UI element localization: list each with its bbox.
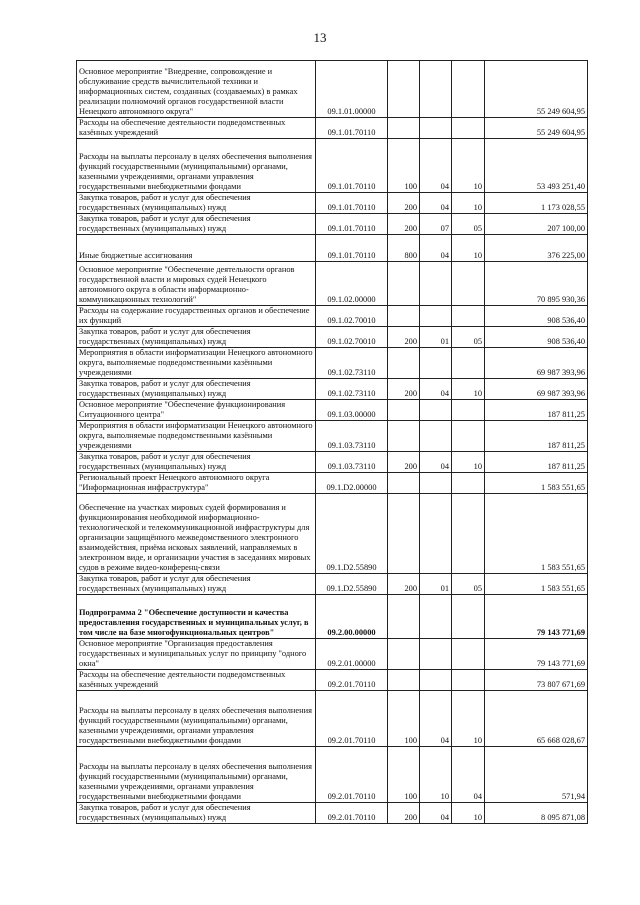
table-row <box>77 803 588 824</box>
page-number: 13 <box>313 30 327 45</box>
expense-name-cell: Расходы на обеспечение деятельности подведомственных казённых учреждений <box>77 670 316 691</box>
section-cell: 07 <box>420 214 452 235</box>
section-cell: 04 <box>420 193 452 214</box>
section-cell <box>420 494 452 574</box>
expense-name-cell: Подпрограмма 2 "Обеспечение доступности и качества предоставления государственных и муниципальных услуг, в том числе на базе многофункциональных центров" <box>77 595 316 639</box>
table-row <box>77 348 588 379</box>
subsection-cell <box>452 262 485 306</box>
expense-type-cell <box>388 118 420 139</box>
table-row <box>77 400 588 421</box>
expense-type-cell <box>388 595 420 639</box>
subsection-cell <box>452 400 485 421</box>
amount-cell: 69 987 393,96 <box>485 348 588 379</box>
expense-name-cell: Обеспечение на участках мировых судей формирования и функционирования необходимой информационно-технологической и телекоммуникационной инфраструктуры для организации защищённого межведомственного электронного взаимодействия, приёма исковых заявлений, направляемых в электронном виде, и организации участия в заседаниях мировых судов в режиме видео-конференц-связи <box>77 494 316 574</box>
amount-cell: 908 536,40 <box>485 306 588 327</box>
expense-name-cell: Расходы на выплаты персоналу в целях обеспечения выполнения функций государственными (муниципальными) органами, казенными учреждениями, органами управления государственными внебюджетными фондами <box>77 747 316 803</box>
section-cell: 01 <box>420 574 452 595</box>
target-code-cell: 09.2.01.70110 <box>316 670 388 691</box>
table-row <box>77 747 588 803</box>
table-row <box>77 327 588 348</box>
target-code-cell: 09.1.01.70110 <box>316 139 388 193</box>
expense-type-cell <box>388 421 420 452</box>
expense-type-cell <box>388 473 420 494</box>
expense-name-cell: Закупка товаров, работ и услуг для обеспечения государственных (муниципальных) нужд <box>77 379 316 400</box>
amount-cell: 70 895 930,36 <box>485 262 588 306</box>
table-row <box>77 139 588 193</box>
expense-name-cell: Основное мероприятие "Обеспечение деятельности органов государственной власти и мировых судей Ненецкого автономного округа в области информационно-коммуникационных технологий" <box>77 262 316 306</box>
expense-type-cell <box>388 262 420 306</box>
expense-name-cell: Основное мероприятие "Организация предоставления государственных и муниципальных услуг по принципу "одного окна" <box>77 639 316 670</box>
amount-cell: 69 987 393,96 <box>485 379 588 400</box>
amount-cell: 79 143 771,69 <box>485 595 588 639</box>
subsection-cell: 10 <box>452 193 485 214</box>
expense-type-cell: 200 <box>388 379 420 400</box>
target-code-cell: 09.1.01.70110 <box>316 214 388 235</box>
expense-type-cell: 200 <box>388 803 420 824</box>
expense-type-cell: 100 <box>388 691 420 747</box>
expense-type-cell <box>388 494 420 574</box>
subsection-cell: 10 <box>452 691 485 747</box>
subsection-cell <box>452 595 485 639</box>
expense-name-cell: Расходы на выплаты персоналу в целях обеспечения выполнения функций государственными (муниципальными) органами, казенными учреждениями, органами управления государственными внебюджетными фондами <box>77 691 316 747</box>
table-row <box>77 379 588 400</box>
target-code-cell: 09.1.02.73110 <box>316 348 388 379</box>
expense-type-cell <box>388 61 420 118</box>
expense-name-cell: Расходы на обеспечение деятельности подведомственных казённых учреждений <box>77 118 316 139</box>
expense-type-cell <box>388 670 420 691</box>
amount-cell: 1 583 551,65 <box>485 494 588 574</box>
subsection-cell: 10 <box>452 379 485 400</box>
expense-name-cell: Закупка товаров, работ и услуг для обеспечения государственных (муниципальных) нужд <box>77 193 316 214</box>
section-cell: 10 <box>420 747 452 803</box>
target-code-cell: 09.2.01.70110 <box>316 803 388 824</box>
expense-name-cell: Основное мероприятие "Обеспечение функционирования Ситуационного центра" <box>77 400 316 421</box>
expense-type-cell: 100 <box>388 747 420 803</box>
expense-type-cell: 200 <box>388 193 420 214</box>
target-code-cell: 09.1.02.70010 <box>316 327 388 348</box>
section-cell: 04 <box>420 452 452 473</box>
subsection-cell <box>452 306 485 327</box>
target-code-cell: 09.1.D2.55890 <box>316 574 388 595</box>
amount-cell: 187 811,25 <box>485 421 588 452</box>
expense-name-cell: Закупка товаров, работ и услуг для обеспечения государственных (муниципальных) нужд <box>77 452 316 473</box>
subsection-cell <box>452 494 485 574</box>
target-code-cell: 09.1.02.00000 <box>316 262 388 306</box>
subsection-cell: 05 <box>452 327 485 348</box>
amount-cell: 1 173 028,55 <box>485 193 588 214</box>
subsection-cell: 10 <box>452 235 485 262</box>
expense-type-cell <box>388 639 420 670</box>
section-cell <box>420 400 452 421</box>
subsection-cell <box>452 421 485 452</box>
target-code-cell: 09.1.03.00000 <box>316 400 388 421</box>
target-code-cell: 09.1.D2.00000 <box>316 473 388 494</box>
table-row <box>77 421 588 452</box>
section-cell <box>420 595 452 639</box>
expense-type-cell: 100 <box>388 139 420 193</box>
amount-cell: 207 100,00 <box>485 214 588 235</box>
section-cell <box>420 306 452 327</box>
table-row <box>77 193 588 214</box>
expense-name-cell: Региональный проект Ненецкого автономного округа "Информационная инфраструктура" <box>77 473 316 494</box>
target-code-cell: 09.2.01.70110 <box>316 691 388 747</box>
section-cell: 01 <box>420 327 452 348</box>
section-cell <box>420 262 452 306</box>
table-row <box>77 574 588 595</box>
amount-cell: 1 583 551,65 <box>485 473 588 494</box>
table-row <box>77 118 588 139</box>
amount-cell: 79 143 771,69 <box>485 639 588 670</box>
target-code-cell: 09.2.00.00000 <box>316 595 388 639</box>
expense-name-cell: Закупка товаров, работ и услуг для обеспечения государственных (муниципальных) нужд <box>77 803 316 824</box>
target-code-cell: 09.1.01.70110 <box>316 118 388 139</box>
expense-type-cell <box>388 306 420 327</box>
subsection-cell: 04 <box>452 747 485 803</box>
expense-name-cell: Закупка товаров, работ и услуг для обеспечения государственных (муниципальных) нужд <box>77 574 316 595</box>
subsection-cell <box>452 670 485 691</box>
subsection-cell: 05 <box>452 214 485 235</box>
table-row <box>77 214 588 235</box>
section-cell <box>420 473 452 494</box>
amount-cell: 55 249 604,95 <box>485 118 588 139</box>
expense-name-cell: Закупка товаров, работ и услуг для обеспечения государственных (муниципальных) нужд <box>77 214 316 235</box>
expense-name-cell: Закупка товаров, работ и услуг для обеспечения государственных (муниципальных) нужд <box>77 327 316 348</box>
amount-cell: 73 807 671,69 <box>485 670 588 691</box>
section-cell <box>420 118 452 139</box>
subsection-cell <box>452 348 485 379</box>
amount-cell: 1 583 551,65 <box>485 574 588 595</box>
amount-cell: 187 811,25 <box>485 452 588 473</box>
table-row <box>77 235 588 262</box>
target-code-cell: 09.1.01.70110 <box>316 235 388 262</box>
section-cell: 04 <box>420 379 452 400</box>
subsection-cell <box>452 473 485 494</box>
expense-name-cell: Основное мероприятие "Внедрение, сопровождение и обслуживание средств вычислительной техники и информационных систем, созданных (создаваемых) в рамках реализации полномочий органов государственной власти Ненецкого автономного округа" <box>77 61 316 118</box>
subsection-cell: 10 <box>452 452 485 473</box>
subsection-cell <box>452 639 485 670</box>
budget-table-body <box>77 61 588 824</box>
subsection-cell: 05 <box>452 574 485 595</box>
subsection-cell <box>452 118 485 139</box>
expense-type-cell: 200 <box>388 214 420 235</box>
section-cell: 04 <box>420 235 452 262</box>
amount-cell: 908 536,40 <box>485 327 588 348</box>
amount-cell: 8 095 871,08 <box>485 803 588 824</box>
subsection-cell <box>452 61 485 118</box>
subsection-cell: 10 <box>452 139 485 193</box>
table-row <box>77 494 588 574</box>
section-cell: 04 <box>420 691 452 747</box>
target-code-cell: 09.1.03.73110 <box>316 452 388 473</box>
target-code-cell: 09.1.01.00000 <box>316 61 388 118</box>
budget-table <box>76 60 588 824</box>
section-cell <box>420 61 452 118</box>
target-code-cell: 09.1.02.73110 <box>316 379 388 400</box>
target-code-cell: 09.2.01.00000 <box>316 639 388 670</box>
table-row <box>77 452 588 473</box>
expense-name-cell: Мероприятия в области информатизации Ненецкого автономного округа, выполняемые подведомственными казёнными учреждениями <box>77 348 316 379</box>
amount-cell: 55 249 604,95 <box>485 61 588 118</box>
expense-type-cell: 200 <box>388 574 420 595</box>
expense-type-cell: 200 <box>388 327 420 348</box>
target-code-cell: 09.1.02.70010 <box>316 306 388 327</box>
section-cell <box>420 670 452 691</box>
table-row <box>77 262 588 306</box>
target-code-cell: 09.1.03.73110 <box>316 421 388 452</box>
subsection-cell: 10 <box>452 803 485 824</box>
expense-type-cell <box>388 348 420 379</box>
target-code-cell: 09.2.01.70110 <box>316 747 388 803</box>
table-row <box>77 473 588 494</box>
amount-cell: 376 225,00 <box>485 235 588 262</box>
amount-cell: 53 493 251,40 <box>485 139 588 193</box>
section-cell: 04 <box>420 139 452 193</box>
table-row <box>77 670 588 691</box>
section-cell <box>420 348 452 379</box>
section-cell <box>420 639 452 670</box>
amount-cell: 571,94 <box>485 747 588 803</box>
expense-name-cell: Расходы на выплаты персоналу в целях обеспечения выполнения функций государственными (муниципальными) органами, казенными учреждениями, органами управления государственными внебюджетными фондами <box>77 139 316 193</box>
target-code-cell: 09.1.01.70110 <box>316 193 388 214</box>
amount-cell: 65 668 028,67 <box>485 691 588 747</box>
table-row <box>77 306 588 327</box>
expense-name-cell: Иные бюджетные ассигнования <box>77 235 316 262</box>
amount-cell: 187 811,25 <box>485 400 588 421</box>
table-row <box>77 691 588 747</box>
table-row <box>77 61 588 118</box>
expense-type-cell: 800 <box>388 235 420 262</box>
expense-type-cell <box>388 400 420 421</box>
expense-name-cell: Расходы на содержание государственных органов и обеспечение их функций <box>77 306 316 327</box>
expense-name-cell: Мероприятия в области информатизации Ненецкого автономного округа, выполняемые подведомственными казёнными учреждениями <box>77 421 316 452</box>
table-row <box>77 639 588 670</box>
section-cell: 04 <box>420 803 452 824</box>
section-cell <box>420 421 452 452</box>
expense-type-cell: 200 <box>388 452 420 473</box>
table-row <box>77 595 588 639</box>
target-code-cell: 09.1.D2.55890 <box>316 494 388 574</box>
